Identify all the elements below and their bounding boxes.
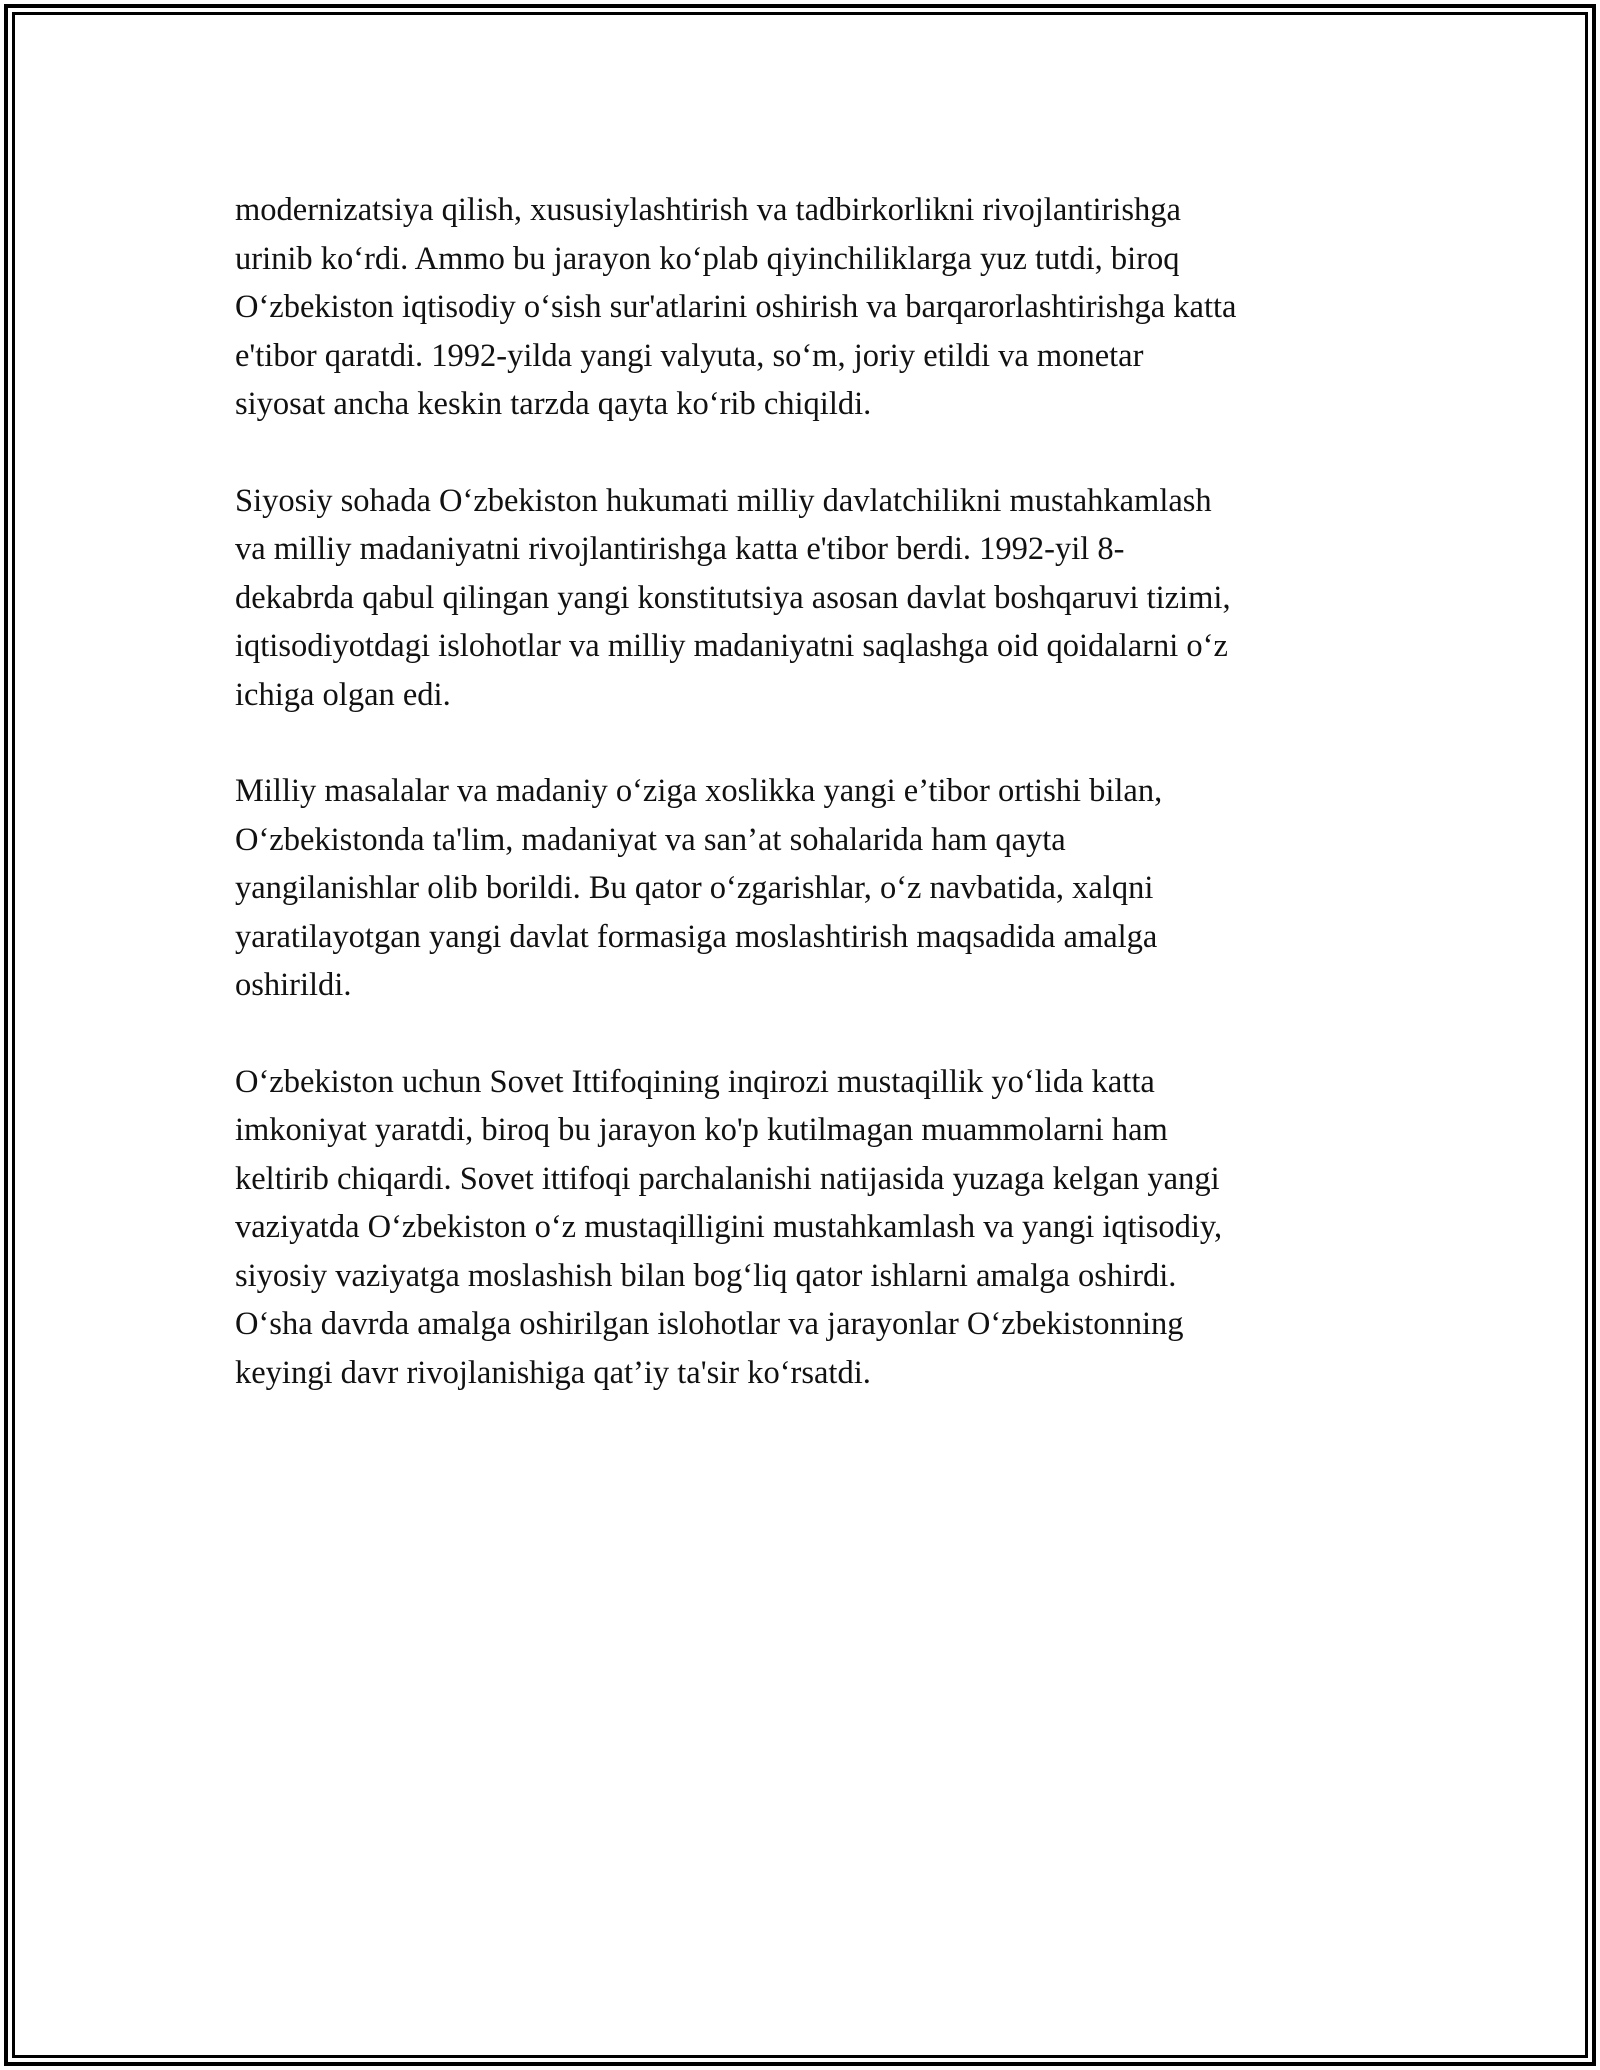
text-line: modernizatsiya qilish, xususiylashtirish va tadbirkorlikni rivojlantirishga <box>235 192 1181 228</box>
text-line: urinib ko‘rdi. Ammo bu jarayon ko‘plab qiyinchiliklarga yuz tutdi, biroq <box>235 240 1180 277</box>
text-line: keyingi davr rivojlanishiga qat’iy ta'sir ko‘rsatdi. <box>235 1354 871 1391</box>
text-line: iqtisodiyotdagi islohotlar va milliy madaniyatni saqlashga oid qoidalarni o‘z <box>235 628 1228 664</box>
text-line: yangilanishlar olib borildi. Bu qator o‘zgarishlar, o‘z navbatida, xalqni <box>235 870 1154 906</box>
text-line: siyosat ancha keskin tarzda qayta ko‘rib chiqildi. <box>235 386 872 422</box>
text-line: keltirib chiqardi. Sovet ittifoqi parchalanishi natijasida yuzaga kelgan yangi <box>235 1160 1220 1197</box>
text-line: ichiga olgan edi. <box>235 676 451 713</box>
paragraph-1 <box>235 186 1385 429</box>
document-body <box>235 186 1385 1445</box>
text-line: e'tibor qaratdi. 1992-yilda yangi valyuta, so‘m, joriy etildi va monetar <box>235 337 1144 374</box>
text-line: oshirildi. <box>235 967 352 1003</box>
text-line: Siyosiy sohada O‘zbekiston hukumati milliy davlatchilikni mustahkamlash <box>235 482 1212 519</box>
text-line: O‘sha davrda amalga oshirilgan islohotlar va jarayonlar O‘zbekistonning <box>235 1306 1184 1342</box>
text-line: dekabrda qabul qilingan yangi konstitutsiya asosan davlat boshqaruvi tizimi, <box>235 579 1231 616</box>
text-line: O‘zbekiston uchun Sovet Ittifoqining inqirozi mustaqillik yo‘lida katta <box>235 1063 1155 1100</box>
paragraph-2 <box>235 477 1385 720</box>
text-line: O‘zbekistonda ta'lim, madaniyat va san’at sohalarida ham qayta <box>235 821 1066 858</box>
text-line: siyosiy vaziyatga moslashish bilan bog‘liq qator ishlarni amalga oshirdi. <box>235 1257 1177 1294</box>
text-line: imkoniyat yaratdi, biroq bu jarayon ko'p kutilmagan muammolarni ham <box>235 1112 1168 1148</box>
text-line: O‘zbekiston iqtisodiy o‘sish sur'atlarini oshirish va barqarorlashtirishga katta <box>235 289 1237 325</box>
text-line: vaziyatda O‘zbekiston o‘z mustaqilligini mustahkamlash va yangi iqtisodiy, <box>235 1209 1223 1245</box>
text-line: yaratilayotgan yangi davlat formasiga moslashtirish maqsadida amalga <box>235 918 1158 955</box>
text-line: va milliy madaniyatni rivojlantirishga katta e'tibor berdi. 1992-yil 8- <box>235 531 1125 567</box>
text-line: Milliy masalalar va madaniy o‘ziga xoslikka yangi e’tibor ortishi bilan, <box>235 773 1163 809</box>
paragraph-4 <box>235 1058 1385 1398</box>
paragraph-3 <box>235 767 1385 1010</box>
